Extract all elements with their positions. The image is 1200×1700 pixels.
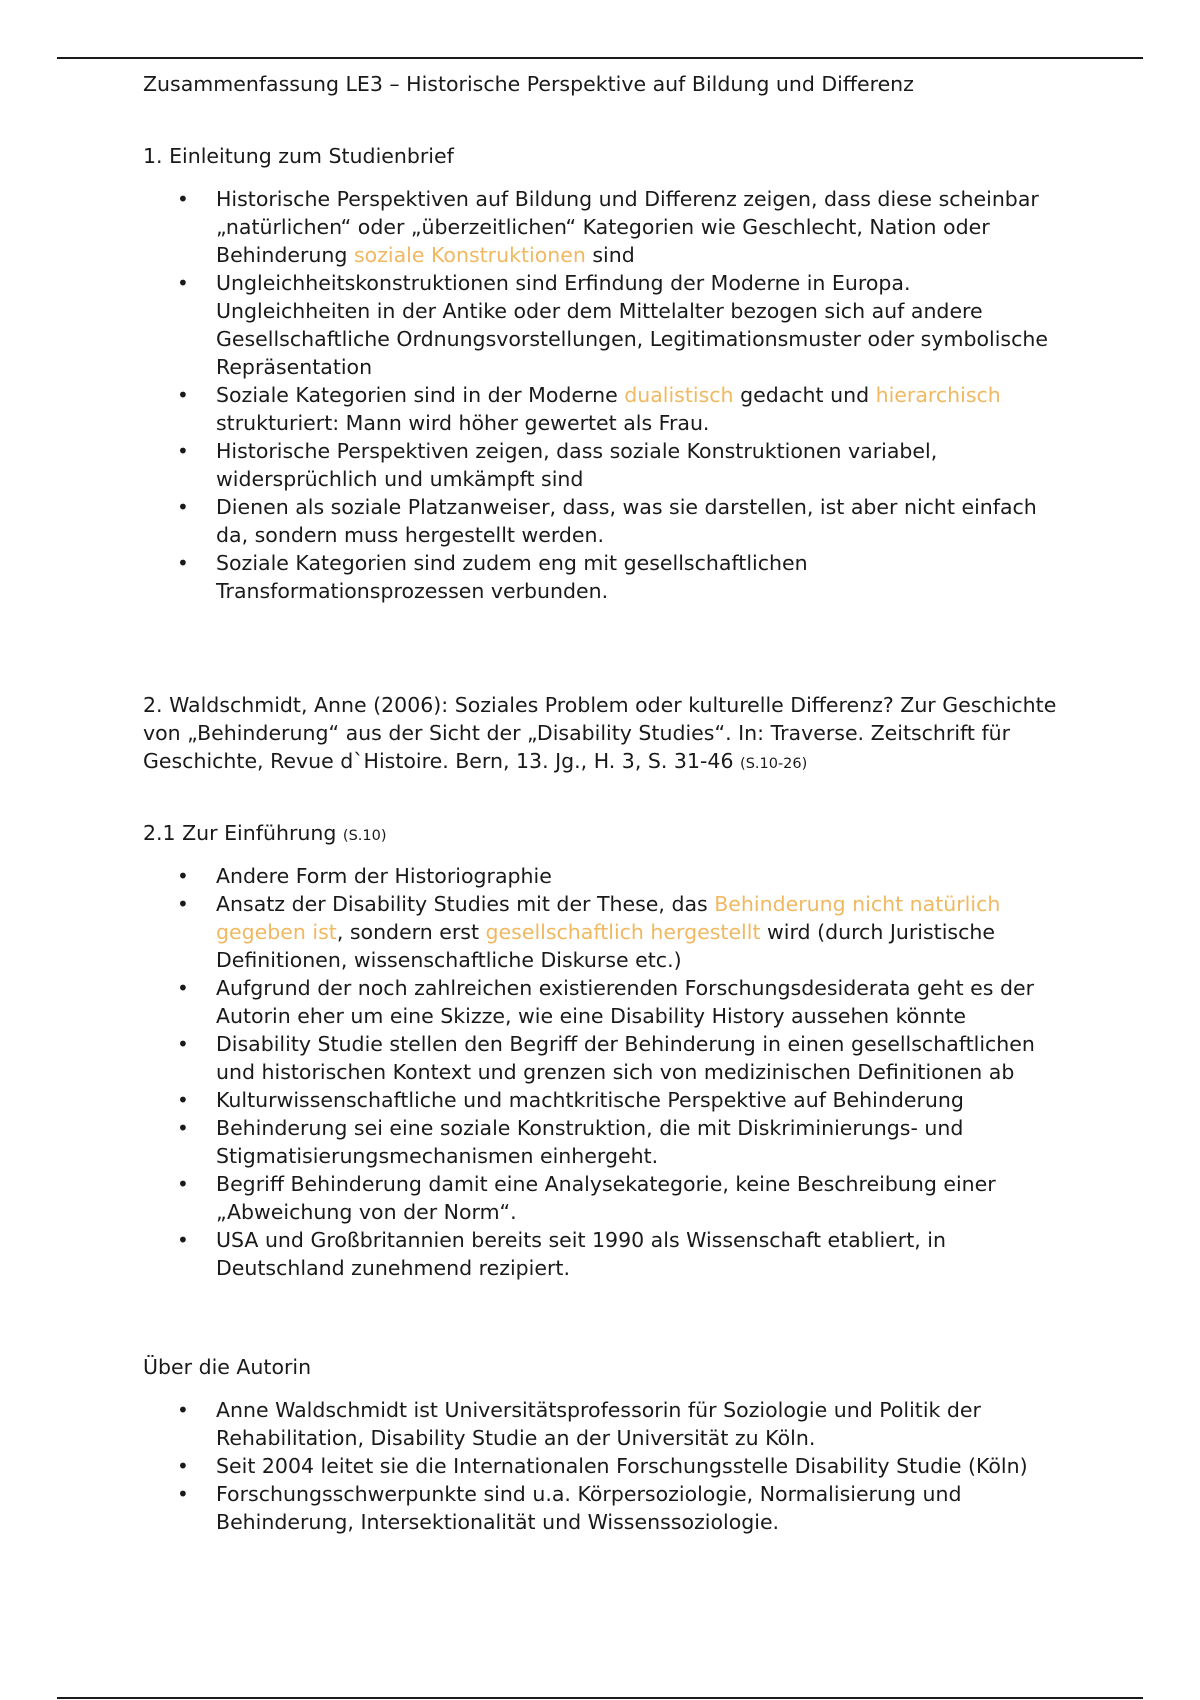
highlighted-text: Behinderung nicht natürlich gegeben ist bbox=[216, 892, 1001, 944]
list-item bbox=[143, 1086, 1063, 1114]
author-heading: Über die Autorin bbox=[143, 1355, 312, 1379]
list-item bbox=[143, 1030, 1063, 1086]
list-item-text: strukturiert: Mann wird höher gewertet als Frau. bbox=[216, 411, 710, 435]
list-item-text: Dienen als soziale Platzanweiser, dass, was sie darstellen, ist aber nicht einfach da, sondern muss hergestellt werden. bbox=[216, 495, 1037, 547]
highlighted-text: dualistisch bbox=[624, 383, 734, 407]
list-item-text: Kulturwissenschaftliche und machtkritische Perspektive auf Behinderung bbox=[216, 1088, 964, 1112]
list-item-text: Ansatz der Disability Studies mit der These, das bbox=[216, 892, 715, 916]
section-1-bullet-list bbox=[143, 185, 1063, 605]
list-item-text: USA und Großbritannien bereits seit 1990 als Wissenschaft etabliert, in Deutschland zunehmend rezipiert. bbox=[216, 1228, 946, 1280]
author-bullet-list bbox=[143, 1396, 1063, 1536]
list-item bbox=[143, 890, 1063, 974]
list-item-text: , sondern erst bbox=[336, 920, 486, 944]
list-item-text: sind bbox=[585, 243, 635, 267]
highlighted-text: hierarchisch bbox=[875, 383, 1001, 407]
list-item-text: Begriff Behinderung damit eine Analysekategorie, keine Beschreibung einer „Abweichung von der Norm“. bbox=[216, 1172, 996, 1224]
list-item bbox=[143, 974, 1063, 1030]
list-item-text: Forschungsschwerpunkte sind u.a. Körpersoziologie, Normalisierung und Behinderung, Intersektionalität und Wissenssoziologie. bbox=[216, 1482, 962, 1534]
bottom-rule bbox=[57, 1697, 1143, 1699]
list-item-text: Anne Waldschmidt ist Universitätsprofessorin für Soziologie und Politik der Rehabilitation, Disability Studie an der Universität zu Köln. bbox=[216, 1398, 981, 1450]
list-item-text: gedacht und bbox=[733, 383, 876, 407]
list-item bbox=[143, 1114, 1063, 1170]
list-item-text: wird (durch Juristische Definitionen, wissenschaftliche Diskurse etc.) bbox=[216, 920, 995, 972]
page-reference: (S.10) bbox=[342, 828, 387, 844]
list-item bbox=[143, 381, 1063, 437]
list-item bbox=[143, 549, 1063, 605]
section-2-1-heading bbox=[143, 819, 1083, 850]
list-item-text: Ungleichheitskonstruktionen sind Erfindung der Moderne in Europa. Ungleichheiten in der Antike oder dem Mittelalter bezogen sich auf andere Gesellschaftliche Ordnungsvorstellungen, Legitimationsmuster oder symbolische Repräsentation bbox=[216, 271, 1048, 379]
section-2-citation bbox=[143, 691, 1083, 778]
list-item-text: Disability Studie stellen den Begriff der Behinderung in einen gesellschaftlichen und historischen Kontext und grenzen sich von medizinischen Definitionen ab bbox=[216, 1032, 1035, 1084]
highlighted-text: gesellschaftlich hergestellt bbox=[485, 920, 761, 944]
section-2-1-bullet-list bbox=[143, 862, 1063, 1282]
list-item bbox=[143, 1226, 1063, 1282]
citation-text: 2. Waldschmidt, Anne (2006): Soziales Problem oder kulturelle Differenz? Zur Geschichte von „Behinderung“ aus der Sicht der „Disability Studies“. In: Traverse. Zeitschrift für Geschichte, Revue d`Histoire. Bern, 13. Jg., H. 3, S. 31-46 bbox=[143, 693, 1057, 773]
list-item bbox=[143, 185, 1063, 269]
highlighted-text: soziale Konstruktionen bbox=[353, 243, 586, 267]
list-item bbox=[143, 1452, 1063, 1480]
document-title: Zusammenfassung LE3 – Historische Perspektive auf Bildung und Differenz bbox=[143, 72, 914, 96]
list-item bbox=[143, 269, 1063, 381]
heading-text: 2.1 Zur Einführung bbox=[143, 821, 337, 845]
list-item bbox=[143, 493, 1063, 549]
list-item-text: Historische Perspektiven zeigen, dass soziale Konstruktionen variabel, widersprüchlich und umkämpft sind bbox=[216, 439, 938, 491]
list-item-text: Soziale Kategorien sind zudem eng mit gesellschaftlichen Transformationsprozessen verbunden. bbox=[216, 551, 808, 603]
list-item bbox=[143, 1396, 1063, 1452]
list-item-text: Historische Perspektiven auf Bildung und Differenz zeigen, dass diese scheinbar „natürlichen“ oder „überzeitlichen“ Kategorien wie Geschlecht, Nation oder Behinderung bbox=[216, 187, 1039, 267]
list-item bbox=[143, 437, 1063, 493]
section-1-heading: 1. Einleitung zum Studienbrief bbox=[143, 144, 454, 168]
list-item bbox=[143, 1480, 1063, 1536]
top-rule bbox=[57, 57, 1143, 59]
list-item-text: Soziale Kategorien sind in der Moderne bbox=[216, 383, 625, 407]
list-item-text: Andere Form der Historiographie bbox=[216, 864, 552, 888]
list-item bbox=[143, 862, 1063, 890]
page-reference: (S.10-26) bbox=[740, 756, 808, 772]
list-item-text: Behinderung sei eine soziale Konstruktion, die mit Diskriminierungs- und Stigmatisierungsmechanismen einhergeht. bbox=[216, 1116, 964, 1168]
list-item bbox=[143, 1170, 1063, 1226]
list-item-text: Aufgrund der noch zahlreichen existierenden Forschungsdesiderata geht es der Autorin eher um eine Skizze, wie eine Disability History aussehen könnte bbox=[216, 976, 1034, 1028]
list-item-text: Seit 2004 leitet sie die Internationalen Forschungsstelle Disability Studie (Köln) bbox=[216, 1454, 1028, 1478]
